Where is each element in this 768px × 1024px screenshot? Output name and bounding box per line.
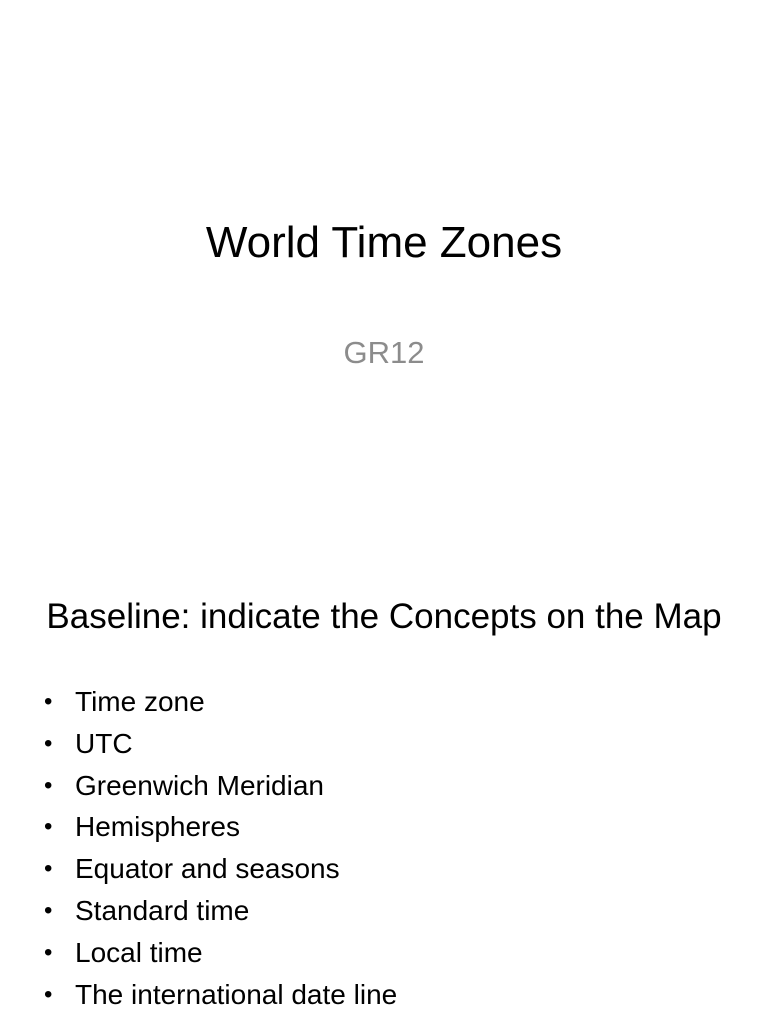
bullet-text: Greenwich Meridian: [75, 769, 324, 801]
bullet-marker: •: [44, 771, 53, 799]
bullet-marker: •: [44, 855, 53, 883]
bullet-text: Standard time: [75, 894, 250, 926]
bullet-marker: •: [44, 896, 53, 924]
bullet-list: [0, 682, 768, 1016]
list-item: [0, 766, 768, 808]
content-slide-title: Baseline: indicate the Concepts on the Map: [46, 597, 722, 636]
bullet-marker: •: [44, 980, 53, 1008]
list-item: [0, 975, 768, 1017]
list-item: [0, 933, 768, 975]
bullet-marker: •: [44, 729, 53, 757]
list-item: [0, 724, 768, 766]
slide-subtitle: GR12: [343, 335, 425, 370]
bullet-marker: •: [44, 813, 53, 841]
bullet-text: Hemispheres: [75, 811, 240, 843]
bullet-text: Local time: [75, 936, 203, 968]
content-slide: [0, 576, 768, 1024]
list-item: [0, 807, 768, 849]
bullet-text: The international date line: [75, 978, 398, 1010]
list-item: [0, 891, 768, 933]
slide-title: World Time Zones: [205, 218, 563, 267]
bullet-text: Equator and seasons: [75, 853, 340, 885]
bullet-text: Time zone: [75, 686, 205, 717]
list-item: [0, 682, 768, 724]
bullet-marker: •: [44, 938, 53, 966]
bullet-marker: •: [44, 688, 53, 715]
bullet-text: UTC: [75, 727, 133, 759]
list-item: [0, 849, 768, 891]
